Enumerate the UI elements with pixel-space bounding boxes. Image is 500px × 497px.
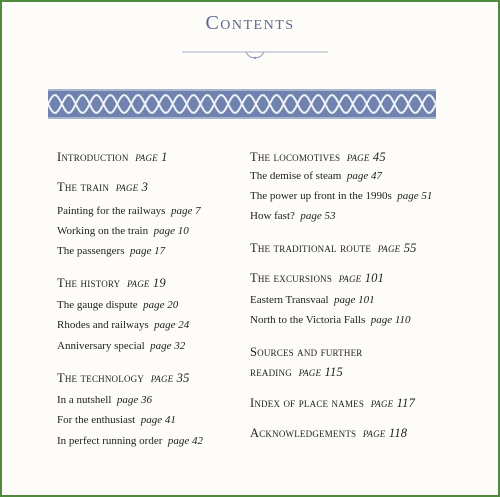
- toc-entry-how-fast: [250, 210, 336, 222]
- toc-page-number: page 118: [362, 426, 408, 440]
- toc-entry-title: The history: [57, 276, 121, 290]
- toc-page-number: page 115: [298, 365, 343, 379]
- toc-page-number: page 24: [154, 319, 190, 331]
- toc-page-number: page 101: [334, 294, 375, 306]
- toc-entry-the-locomotives: [250, 150, 386, 165]
- toc-page-number: page 10: [153, 225, 189, 237]
- toc-page-number: page 19: [126, 276, 166, 290]
- toc-entry-the-passengers: [57, 245, 165, 257]
- toc-entry-north-to-the-victoria-falls: [250, 314, 411, 326]
- toc-entry-in-perfect-running-order: [57, 435, 203, 447]
- toc-entry-index-of-place-names: [250, 396, 415, 411]
- toc-entry-title: North to the Victoria Falls: [250, 314, 366, 326]
- toc-entry-title: The excursions: [250, 271, 333, 285]
- toc-entry-title: Rhodes and railways: [57, 319, 149, 331]
- toc-entry-in-a-nutshell: [57, 394, 152, 406]
- toc-entry-title: The traditional route: [250, 241, 372, 255]
- toc-entry-introduction: [57, 150, 168, 165]
- toc-page-number: page 55: [377, 241, 417, 255]
- toc-entry-the-history: [57, 276, 166, 291]
- toc-entry-title: In perfect running order: [57, 435, 163, 447]
- toc-entry-for-the-enthusiast: [57, 414, 176, 426]
- toc-page-number: page 41: [140, 414, 176, 426]
- toc-entry-the-gauge-dispute: [57, 299, 178, 311]
- toc-page-number: page 51: [397, 190, 433, 202]
- toc-page-number: page 42: [167, 435, 204, 447]
- toc-page-number: page 101: [338, 271, 385, 285]
- toc-entry-title: Anniversary special: [57, 340, 145, 352]
- toc-entry-title: The train: [57, 180, 110, 194]
- toc-page-number: page 36: [116, 394, 153, 406]
- toc-entry-the-technology: [57, 371, 190, 386]
- toc-entry-anniversary-special: [57, 340, 185, 352]
- toc-entry-reading: [250, 365, 343, 380]
- page-title: Contents: [205, 12, 295, 34]
- toc-entry-title: How fast?: [250, 210, 295, 222]
- toc-page-number: page 110: [370, 314, 411, 326]
- toc-entry-title: Introduction: [57, 150, 129, 164]
- toc-entry-title: Acknowledgements: [250, 426, 357, 440]
- toc-entry-painting-for-the-railways: [57, 205, 201, 217]
- toc-entry-acknowledgements: [250, 426, 407, 441]
- toc-entry-the-power-up-front-in-the-1990s: [250, 190, 432, 202]
- toc-page-number: page 35: [150, 371, 190, 385]
- toc-page-number: page 20: [143, 299, 179, 311]
- toc-page-number: page 7: [170, 205, 201, 217]
- toc-page-number: page 45: [346, 150, 386, 164]
- toc-entry-the-excursions: [250, 271, 384, 286]
- decorative-wave-band: [48, 89, 436, 119]
- toc-entry-title: reading: [250, 365, 292, 379]
- toc-entry-title: Painting for the railways: [57, 205, 166, 217]
- toc-entry-title: The passengers: [57, 245, 125, 257]
- toc-page-number: page 3: [115, 180, 149, 194]
- toc-entry-the-train: [57, 180, 148, 195]
- toc-page-number: page 117: [370, 396, 416, 410]
- toc-entry-title: Sources and further: [250, 345, 363, 359]
- toc-entry-title: Eastern Transvaal: [250, 294, 329, 306]
- toc-entry-title: Working on the train: [57, 225, 149, 237]
- toc-entry-rhodes-and-railways: [57, 319, 189, 331]
- toc-entry-title: The power up front in the 1990s: [250, 190, 392, 202]
- title-underline-ornament: [182, 46, 328, 64]
- toc-entry-title: The locomotives: [250, 150, 341, 164]
- toc-page-number: page 1: [135, 150, 168, 164]
- toc-entry-title: The demise of steam: [250, 170, 342, 182]
- toc-entry-sources-and-further: [250, 345, 362, 360]
- toc-entry-title: The gauge dispute: [57, 299, 138, 311]
- toc-page-number: page 53: [300, 210, 336, 222]
- toc-page-number: page 32: [150, 340, 186, 352]
- toc-page-number: page 17: [130, 245, 166, 257]
- toc-entry-title: For the enthusiast: [57, 414, 136, 426]
- toc-page-number: page 47: [346, 170, 382, 182]
- toc-entry-eastern-transvaal: [250, 294, 375, 306]
- toc-entry-title: In a nutshell: [57, 394, 112, 406]
- toc-entry-title: The technology: [57, 371, 145, 385]
- toc-entry-title: Index of place names: [250, 396, 365, 410]
- toc-entry-working-on-the-train: [57, 225, 189, 237]
- toc-entry-the-demise-of-steam: [250, 170, 382, 182]
- toc-entry-the-traditional-route: [250, 241, 417, 256]
